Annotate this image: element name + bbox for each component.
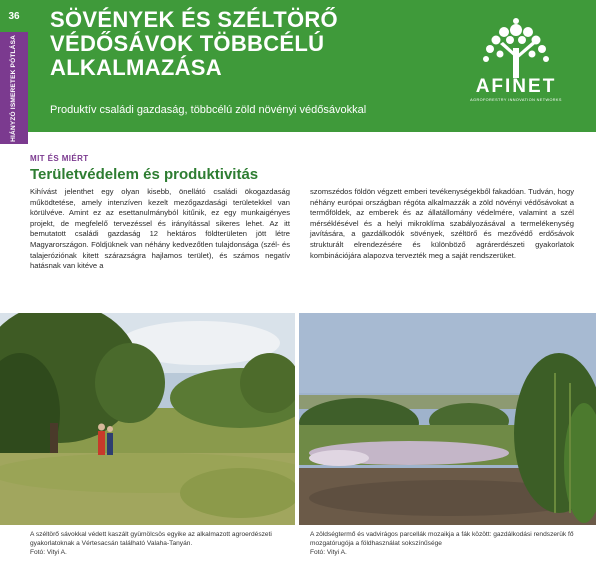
body-text-right: szomszédos földön végzett emberi tevékenységekből fakadóan. Tudván, hogy néhány európai országban régóta alkalmazzák a zöld növényi védősávokat a termőföldek, az emberek és az állatállomány védelmére, valamint a szél mérséklésével és a helyi mikroklíma szabályozásával a termelékenység javítására, a gazdálkodók sövények, széltörő és mezővédő erdősávok strukturált elrendezésére és különböző agrárerdészeti gyakorlatok kombinációjára alapozva tervezték meg a saját rendszerüket. <box>310 187 574 260</box>
side-tab-label: HIÁNYZÓ ISMERETEK PÓTLÁSA <box>10 34 17 142</box>
page-header <box>28 0 596 132</box>
section-label: MIT ÉS MIÉRT <box>30 154 89 163</box>
orchard-photo <box>0 313 295 525</box>
caption-left-credit: Fotó: Vityi A. <box>30 549 67 556</box>
caption-left <box>30 530 280 557</box>
side-tab <box>0 32 28 144</box>
page-subtitle: Produktív családi gazdaság, többcélú zöld növényi védősávokkal <box>50 104 367 116</box>
section-heading: Területvédelem és produktivitás <box>30 166 259 183</box>
page-title: SÖVÉNYEK ÉS SZÉLTÖRŐ VÉDŐSÁVOK TÖBBCÉLÚ ALKALMAZÁSA <box>50 7 338 80</box>
body-column-right <box>310 187 574 261</box>
vegetable-plots-photo <box>299 313 596 525</box>
caption-right-credit: Fotó: Vityi A. <box>310 549 347 556</box>
logo-tagline: AGROFORESTRY INNOVATION NETWORKS <box>470 98 562 102</box>
caption-right <box>310 530 590 557</box>
caption-right-text: A zöldségtermő és vadvirágos parcellák mozaikja a fák között: gazdálkodási rendszerük fő mozgatórugója a földhasználat sokszínűsége <box>310 531 574 547</box>
page-number: 36 <box>0 0 28 32</box>
body-column-left <box>30 187 290 272</box>
logo-name: AFINET <box>475 76 557 97</box>
caption-left-text: A széltörő sávokkal védett kaszált gyümölcsös egyike az alkalmazott agroerdészeti gyakorlatoknak a Vértesacsán található Valaha-Tanyán. <box>30 531 272 547</box>
body-text-left: Kihívást jelenthet egy olyan kisebb, önellátó családi ökogazdaság működtetése, amely intenzíven kezelt mezőgazdasági területekkel van körülvéve. Amint ez az esettanulmányból kitűnik, ez egy munkaigényes projekt, de megfelelő tervezéssel és irányítással sikeres lehet. Az itt bemutatott családi gazdaság 12 hektáros földterületen jött létre Magyarországon. Földjüknek van néhány kedvezőtlen tulajdonsága (szél- és talajeróziónak kitett szárazságra hajlamos terület), és számos negatív hatásnak van kitéve a <box>30 187 290 271</box>
